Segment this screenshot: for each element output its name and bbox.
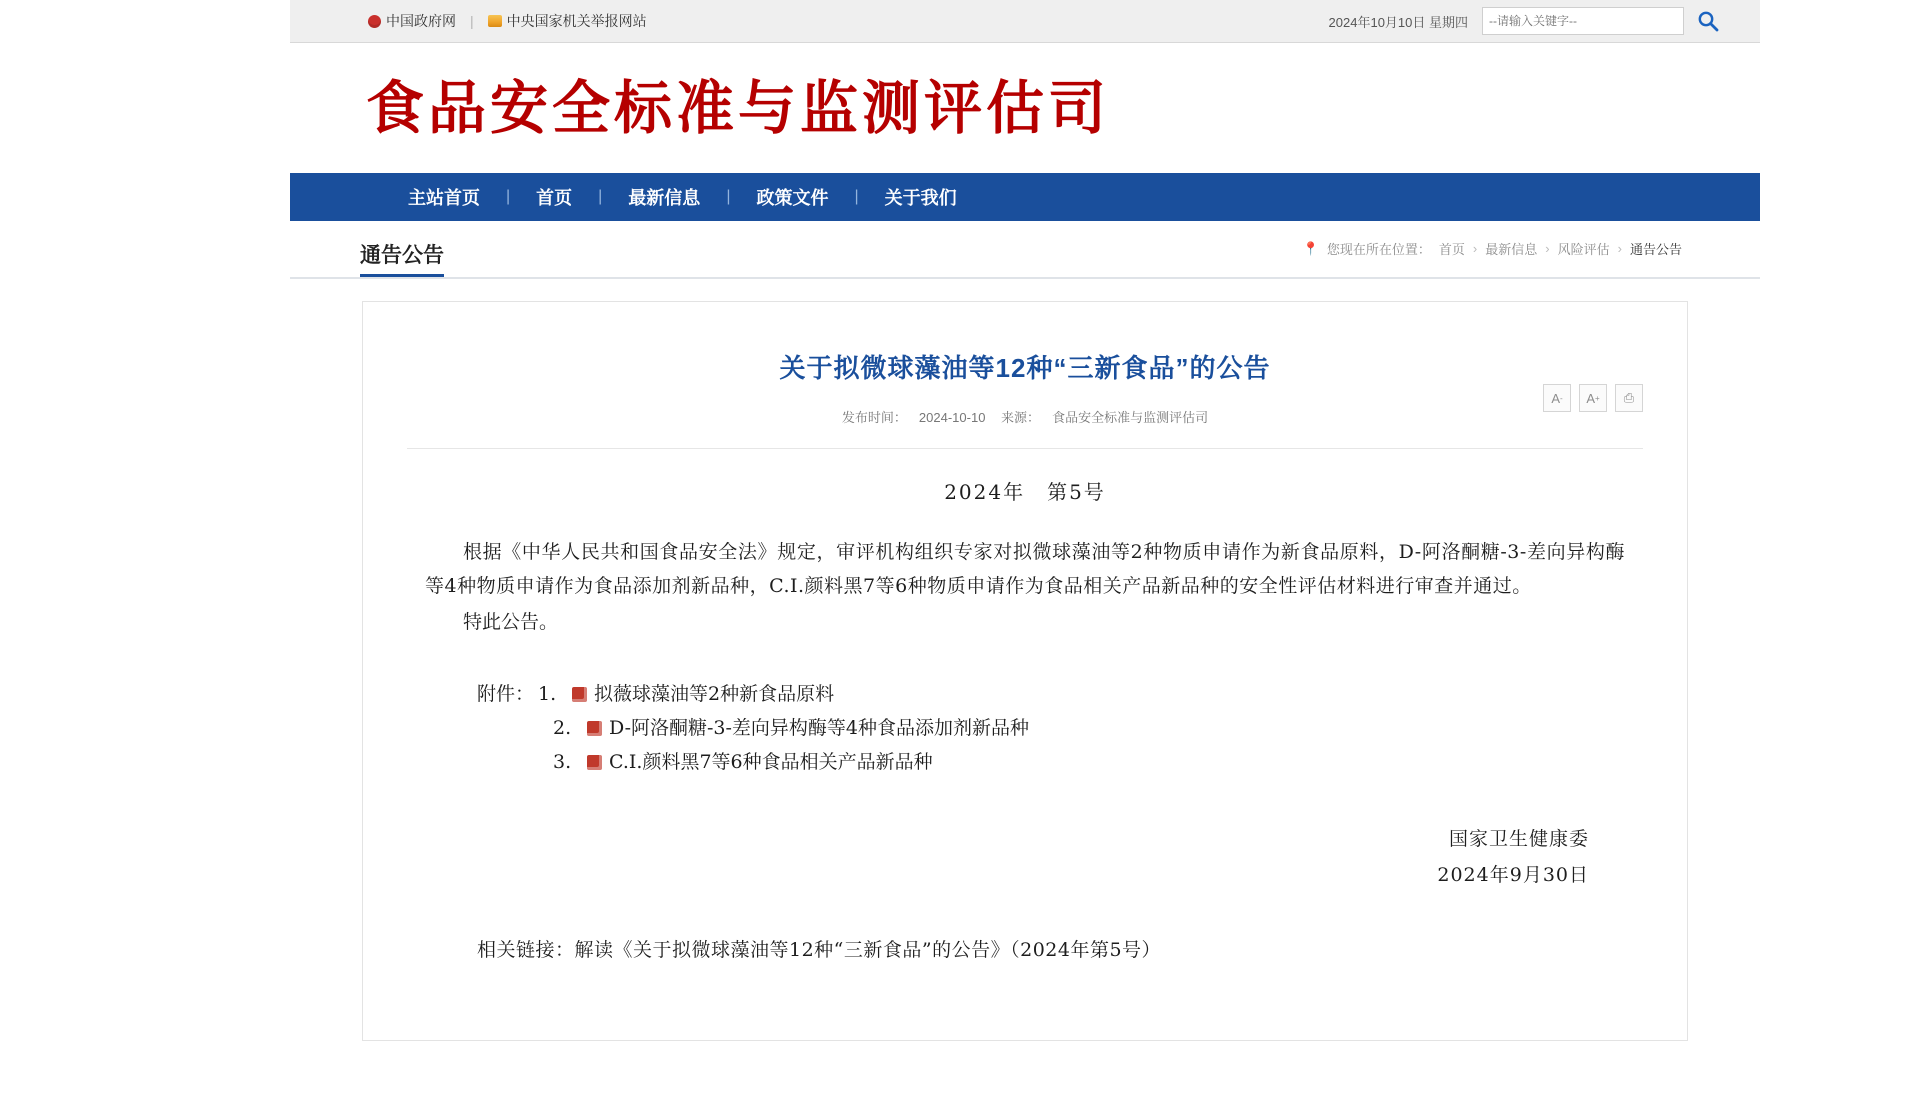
attachment-sublist (477, 711, 1625, 779)
search-box[interactable] (1482, 7, 1684, 35)
search-input[interactable] (1483, 8, 1651, 34)
signature-block (425, 821, 1625, 893)
attachment-link-3[interactable]: C.I.颜料黑7等6种食品相关产品新品种 (609, 751, 933, 773)
report-flag-icon (488, 15, 502, 27)
pdf-icon (572, 687, 587, 702)
link-china-gov[interactable] (368, 11, 456, 31)
top-bar-links (290, 11, 647, 31)
article-body (399, 475, 1651, 967)
masthead (290, 43, 1760, 173)
font-increase-button[interactable] (1579, 384, 1607, 412)
search-icon[interactable] (1697, 10, 1719, 32)
article-divider (407, 448, 1643, 449)
publish-date: 2024-10-10 (918, 410, 986, 425)
font-increase-label: A (1586, 390, 1595, 406)
font-increase-sup: + (1595, 393, 1600, 403)
breadcrumb-prefix: 您现在所在位置： (1326, 242, 1431, 257)
article-paragraph-2: 特此公告。 (463, 611, 559, 633)
site-container (290, 0, 1760, 1120)
article-tools (1543, 384, 1643, 412)
publish-label: 发布时间： (841, 410, 907, 425)
font-decrease-button[interactable] (1543, 384, 1571, 412)
breadcrumb-sep-1: › (1472, 241, 1478, 256)
nav-item-main-home[interactable]: 主站首页 (408, 188, 480, 208)
link-report-site-label: 中央国家机关举报网站 (506, 13, 647, 29)
attachment-link-1[interactable]: 拟薇球藻油等2种新食品原料 (594, 683, 835, 705)
site-title: 食品安全标准与监测评估司 (366, 74, 1111, 142)
source-value: 食品安全标准与监测评估司 (1052, 410, 1209, 425)
link-china-gov-label: 中国政府网 (386, 13, 456, 29)
nav-divider-4: | (854, 188, 859, 205)
attachment-num-1: 1. (538, 683, 557, 705)
attachment-link-2[interactable]: D-阿洛酮糖-3-差向异构酶等4种食品添加剂新品种 (609, 717, 1030, 739)
breadcrumb-sep-2: › (1545, 241, 1550, 256)
print-button[interactable] (1615, 384, 1643, 412)
signature-org: 国家卫生健康委 (1448, 828, 1589, 850)
nav-divider-2: | (598, 188, 603, 205)
nav-divider-1: | (506, 188, 511, 205)
article-title: 关于拟微球藻油等12种“三新食品”的公告 (779, 353, 1271, 383)
pdf-icon (587, 755, 602, 770)
location-pin-icon: 📍 (1302, 240, 1319, 256)
source-label: 来源： (1001, 410, 1041, 425)
article-meta (399, 407, 1651, 426)
breadcrumb-item-home[interactable]: 首页 (1438, 242, 1465, 257)
font-decrease-label: A (1551, 390, 1560, 406)
issue-number: 2024年 第5号 (944, 480, 1106, 504)
nav-divider-3: | (726, 188, 731, 205)
main-nav (290, 173, 1760, 221)
top-bar-right (1329, 0, 1684, 42)
crumb-row (290, 221, 1760, 279)
attachment-row-2 (553, 711, 1625, 745)
font-decrease-sup: - (1560, 393, 1563, 403)
attachment-row-1 (477, 677, 1625, 711)
related-link[interactable]: 相关链接：解读《关于拟微球藻油等12种“三新食品”的公告》（2024年第5号） (477, 939, 1162, 961)
topbar-separator: | (470, 13, 474, 29)
pdf-icon (587, 721, 602, 736)
page-title: 通告公告 (360, 239, 444, 277)
attachment-num-3: 3. (553, 751, 572, 773)
attachment-list (425, 677, 1625, 779)
breadcrumb-item-risk-assessment[interactable]: 风险评估 (1557, 242, 1610, 257)
gov-dot-icon (368, 15, 381, 28)
signature-date: 2024年9月30日 (1437, 864, 1589, 886)
attachment-label: 附件： (477, 683, 535, 705)
breadcrumb (1303, 239, 1682, 258)
nav-item-about-us[interactable]: 关于我们 (884, 188, 957, 208)
attachment-row-3 (553, 745, 1625, 779)
printer-icon: ⎙ (1623, 390, 1635, 405)
breadcrumb-sep-3: › (1617, 241, 1622, 256)
article-card (362, 301, 1688, 1041)
top-bar (290, 0, 1760, 43)
attachment-num-2: 2. (553, 717, 572, 739)
nav-item-latest-info[interactable]: 最新信息 (628, 188, 701, 208)
link-report-site[interactable] (488, 11, 647, 31)
article-paragraph-1: 根据《中华人民共和国食品安全法》规定，审评机构组织专家对拟微球藻油等2种物质申请作为新食品原料，D-阿洛酮糖-3-差向异构酶等4种物质申请作为食品添加剂新品种，C.I.颜料黑7等6种物质申请作为食品相关产品新品种的安全性评估材料进行审查并通过。 (425, 541, 1625, 597)
current-date: 2024年10月10日 星期四 (1328, 14, 1468, 30)
nav-item-policy-docs[interactable]: 政策文件 (756, 188, 829, 208)
breadcrumb-item-latest-info[interactable]: 最新信息 (1485, 242, 1538, 257)
nav-item-home[interactable]: 首页 (536, 188, 573, 208)
breadcrumb-item-current: 通告公告 (1629, 242, 1682, 257)
